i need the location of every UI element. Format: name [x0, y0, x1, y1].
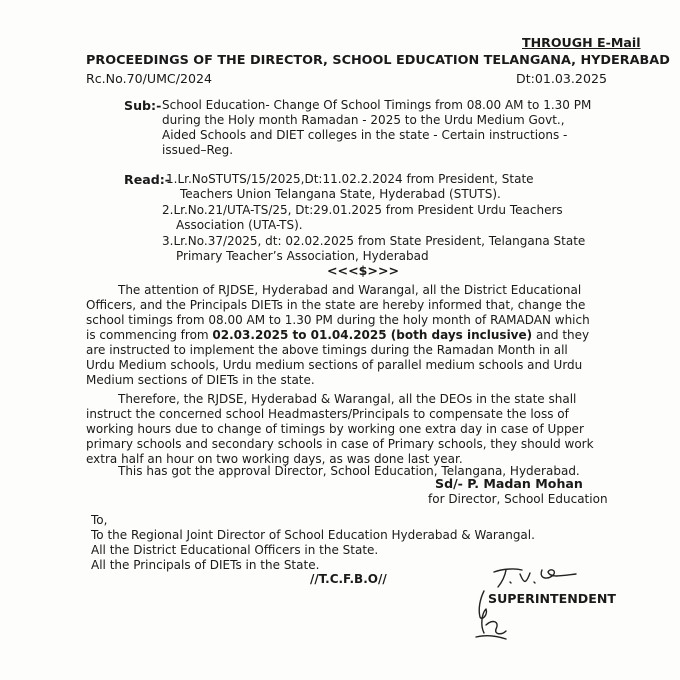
- recipient-1: To the Regional Joint Director of School Education Hyderabad & Warangal.: [91, 528, 535, 542]
- subject-line-1: School Education- Change Of School Timings from 08.00 AM to 1.30 PM: [162, 98, 592, 112]
- body-p2-line-5: extra half an hour on two working days, as was done last year.: [86, 452, 463, 466]
- superintendent-label: SUPERINTENDENT: [488, 591, 616, 606]
- read-item-1-cont: Teachers Union Telangana State, Hyderabad (STUTS).: [180, 187, 501, 201]
- body-p1-line-1: The attention of RJDSE, Hyderabad and Warangal, all the District Educational: [118, 283, 582, 297]
- read-item-2-cont: Association (UTA-TS).: [176, 218, 303, 232]
- body-p2-line-1: Therefore, the RJDSE, Hyderabad & Warangal, all the DEOs in the state shall: [118, 392, 577, 406]
- read-item-2: 2.Lr.No.21/UTA-TS/25, Dt:29.01.2025 from President Urdu Teachers: [162, 203, 563, 217]
- body-p2-line-2: instruct the concerned school Headmasters/Principals to compensate the loss of: [86, 407, 569, 421]
- body-p1-line-4: [86, 328, 589, 344]
- body-p2-line-4: primary schools and secondary schools in case of Primary schools, they should work: [86, 437, 594, 451]
- body-p1-line-7: Medium sections of DIETs in the state.: [86, 373, 315, 387]
- reference-number: Rc.No.70/UMC/2024: [86, 71, 213, 86]
- to-label: To,: [91, 513, 108, 527]
- signatory-designation: for Director, School Education: [428, 492, 608, 506]
- recipient-3: All the Principals of DIETs in the State.: [91, 558, 320, 572]
- subject-label: Sub:-: [124, 98, 162, 113]
- document-title: PROCEEDINGS OF THE DIRECTOR, SCHOOL EDUCATION TELANGANA, HYDERABAD: [86, 53, 670, 68]
- tcfbo-note: //T.C.F.B.O//: [310, 572, 387, 586]
- body-p2-line-3: working hours due to change of timings by working one extra day in case of Upper: [86, 422, 584, 436]
- ramadan-date-range: 02.03.2025 to 01.04.2025 (both days inclusive): [212, 328, 533, 342]
- through-email-note: THROUGH E-Mail: [522, 35, 641, 50]
- subject-line-4: issued–Reg.: [162, 143, 234, 157]
- recipient-2: All the District Educational Officers in the State.: [91, 543, 379, 557]
- read-label: Read:-: [124, 172, 171, 187]
- body-p1-line-4-post: and they: [532, 328, 590, 342]
- signatory-name: Sd/- P. Madan Mohan: [435, 476, 583, 491]
- approval-line: This has got the approval Director, School Education, Telangana, Hyderabad.: [118, 464, 580, 478]
- subject-line-2: during the Holy month Ramadan - 2025 to the Urdu Medium Govt.,: [162, 113, 565, 127]
- document-date: Dt:01.03.2025: [516, 71, 607, 86]
- body-p1-line-6: Urdu Medium schools, Urdu medium sections of parallel medium schools and Urdu: [86, 358, 583, 372]
- body-p1-line-2: Officers, and the Principals DIETs in the state are hereby informed that, change the: [86, 298, 586, 312]
- read-item-1: 1.Lr.NoSTUTS/15/2025,Dt:11.02.2.2024 from President, State: [166, 172, 534, 186]
- body-p1-line-5: are instructed to implement the above timings during the Ramadan Month in all: [86, 343, 568, 357]
- handwritten-signature-flourish: [466, 585, 526, 647]
- body-p1-line-4-pre: is commencing from: [86, 328, 213, 342]
- read-item-3-cont: Primary Teacher’s Association, Hyderabad: [176, 249, 429, 263]
- read-item-3: 3.Lr.No.37/2025, dt: 02.02.2025 from State President, Telangana State: [162, 234, 586, 248]
- body-p1-line-3: school timings from 08.00 AM to 1.30 PM during the holy month of RAMADAN which: [86, 313, 590, 327]
- subject-line-3: Aided Schools and DIET colleges in the state - Certain instructions -: [162, 128, 568, 142]
- section-separator: <<<$>>>: [327, 263, 400, 278]
